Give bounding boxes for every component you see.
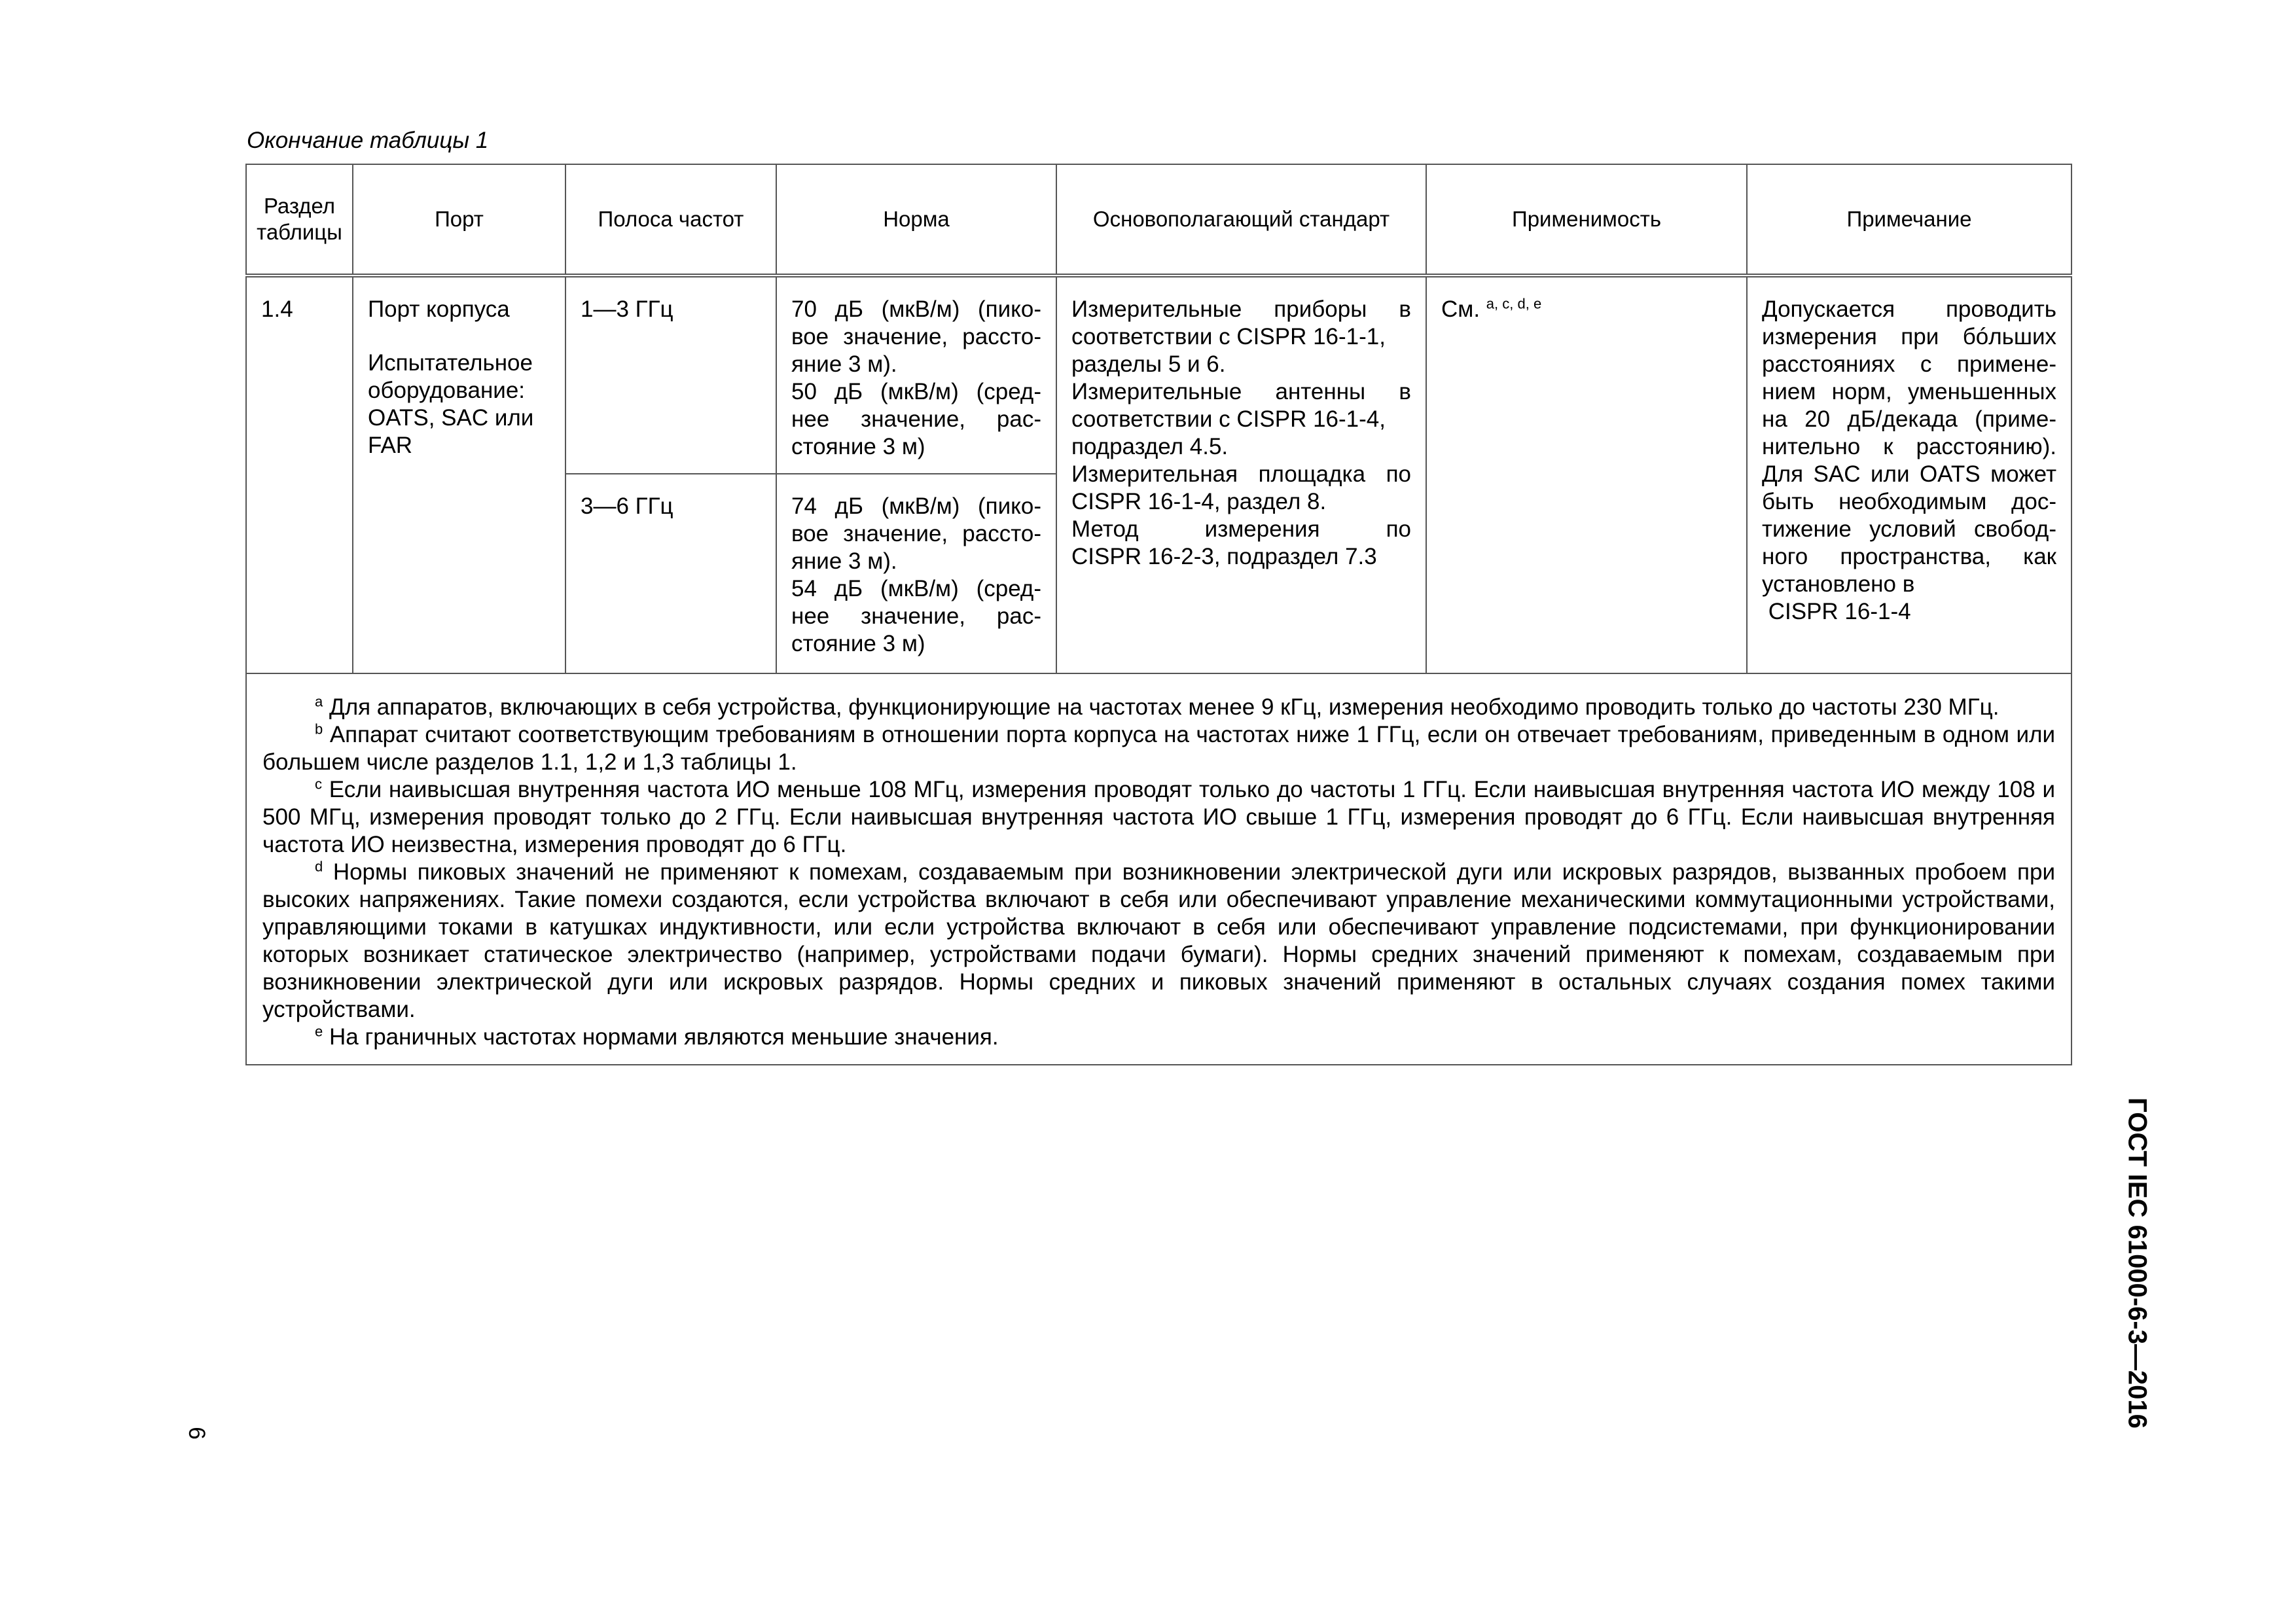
table-row	[246, 276, 2072, 474]
cell-standard: Измерительные приборы в соответствии с CISPR 16-1-1, разделы 5 и 6. Измерительные антенны в соответствии с CISPR 16-1-4, подраздел 4.5. Измерительная площадка по CISPR 16-1-4, раздел 8. Метод измерения по CISPR 16-2-3, подраздел 7.3	[1056, 276, 1426, 673]
cell-band-2: 3—6 ГГц	[565, 474, 776, 673]
footnote-a: $^a$ Для аппаратов, включающих в себя устройства, функционирующие на частотах менее 9 кГц, измерения необходимо проводить только до частоты 230 МГц.	[315, 693, 2000, 720]
footnotes	[246, 673, 2072, 1065]
cell-section: 1.4	[246, 276, 353, 673]
cell-norm-1: 70 дБ (мкВ/м) (пико- вое значение, рассто- яние 3 м). 50 дБ (мкВ/м) (сред- нее значение, рас- стояние 3 м)	[776, 276, 1056, 474]
cell-applicability: См. $^{a, c, d, e}$	[1426, 276, 1747, 673]
header-section: Раздел таблицы	[246, 164, 353, 276]
header-note: Примечание	[1747, 164, 2072, 276]
standard-designation: ГОСТ IEC 61000-6-3—2016	[2123, 1097, 2152, 1429]
emission-limits-table	[245, 164, 2072, 1065]
footnote-c: $^c$ Если наивысшая внутренняя частота ИО меньше 108 МГц, измерения проводят только до частоты 1 ГГц. Если наивысшая внутренняя частота ИО между 108 и 500 МГц, измерения проводят только до 2 ГГц. Если наивысшая внутренняя частота ИО свыше 1 ГГц, измерения проводят до 6 ГГц. Если наивысшая внутренняя частота ИО неизвестна, измерения проводят до 6 ГГц.	[262, 776, 2055, 857]
header-band: Полоса частот	[565, 164, 776, 276]
header-port: Порт	[353, 164, 565, 276]
port-title: Порт корпуса	[368, 296, 510, 322]
page-number: 6	[184, 1427, 209, 1440]
cell-port	[353, 276, 565, 673]
table-caption: Окончание таблицы 1	[247, 128, 489, 153]
cell-norm-2: 74 дБ (мкВ/м) (пико- вое значение, рассто- яние 3 м). 54 дБ (мкВ/м) (сред- нее значение, рас- стояние 3 м)	[776, 474, 1056, 673]
table-header-row	[246, 164, 2072, 276]
footnote-d: $^d$ Нормы пиковых значений не применяют к помехам, создаваемым при возникновении электрической дуги или искровых разрядов, вызванных пробоем при высоких напряжениях. Такие помехи создаются, если устройства включают в себя или обеспечивают управление механическими коммутационными устройствами, управляющими токами в катушках индуктивности, или если устройства включают в себя или обеспечивают управление подсистемами, при функционировании которых возникает статическое электричество (например, устройствами подачи бумаги). Нормы средних значений применяют к помехам, создаваемым при возникновении электрической дуги или искровых разрядов. Нормы средних и пиковых значений применяют в остальных случаях создания помех такими устройствами.	[262, 858, 2055, 1022]
footnotes-row	[246, 673, 2072, 1065]
header-norm: Норма	[776, 164, 1056, 276]
footnote-e: $^e$ На граничных частотах нормами являются меньшие значения.	[315, 1023, 999, 1050]
cell-band-1: 1—3 ГГц	[565, 276, 776, 474]
footnote-refs: a, c, d, e	[1486, 295, 1542, 312]
header-standard: Основополагающий стандарт	[1056, 164, 1426, 276]
footnote-b: $^b$ Аппарат считают соответствующим требованиям в отношении порта корпуса на частотах ниже 1 ГГц, если он отвечает требованиям, приведенным в одном или большем числе разделов 1.1, 1,2 и 1,3 таблицы 1.	[262, 721, 2055, 775]
header-applicability: Применимость	[1426, 164, 1747, 276]
cell-note: Допускается проводить измерения при бóльших расстояниях с примене- нием норм, уменьшенных на 20 дБ/декада (приме- нительно к расстоянию). Для SAC или OATS может быть необходимым дос- тижение условий свобод- ного пространства, как установлено в CISPR 16-1-4	[1747, 276, 2072, 673]
port-equipment: Испытательное оборудование: OATS, SAC или FAR	[368, 350, 534, 458]
